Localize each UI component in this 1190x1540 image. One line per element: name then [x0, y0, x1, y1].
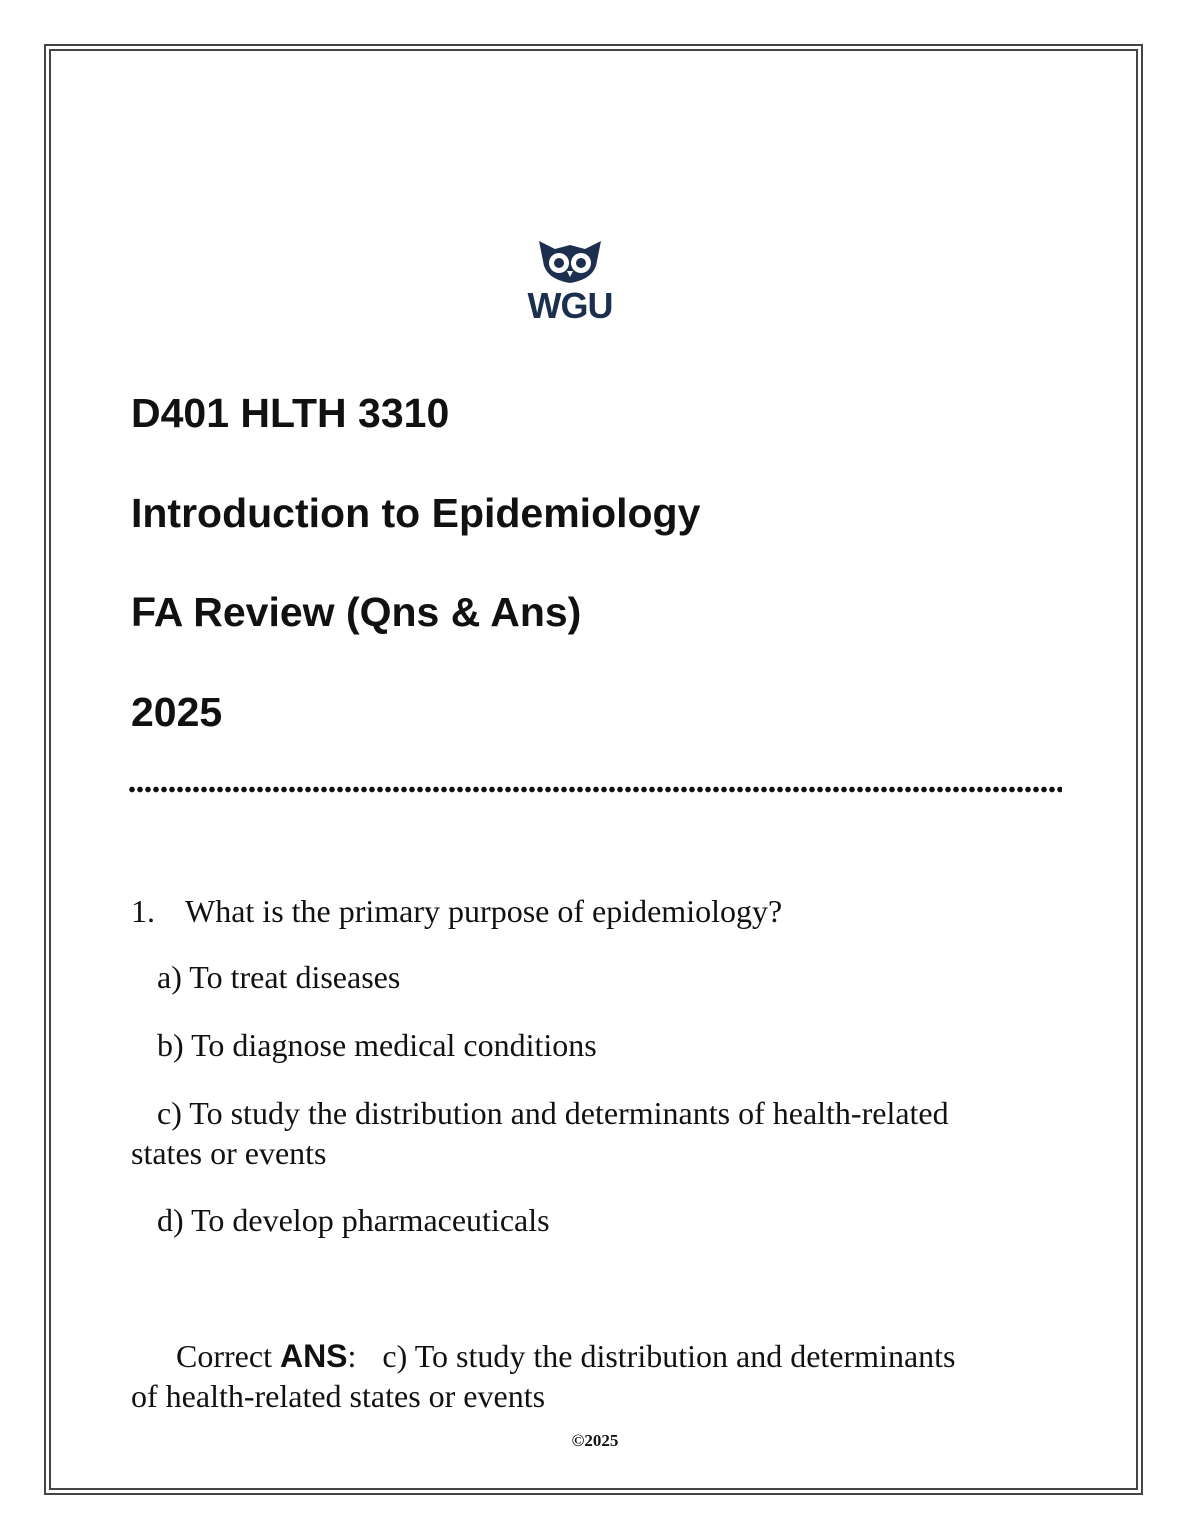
option-d: d) To develop pharmaceuticals [157, 1202, 550, 1238]
owl-logo-icon [517, 233, 623, 289]
answer-key-label: ANS [279, 1338, 348, 1374]
course-name: Introduction to Epidemiology [131, 490, 701, 536]
option-a: a) To treat diseases [157, 959, 401, 995]
dotted-divider [128, 786, 1062, 793]
option-b: b) To diagnose medical conditions [157, 1027, 597, 1063]
question-1 [131, 891, 782, 932]
course-code: D401 HLTH 3310 [131, 390, 450, 436]
answer-colon: : [347, 1338, 357, 1374]
wgu-logo [517, 233, 627, 333]
document-subtitle: FA Review (Qns & Ans) [131, 589, 582, 635]
option-c: c) To study the distribution and determinants of health-related [157, 1095, 949, 1131]
answer-prefix: Correct [176, 1338, 272, 1374]
correct-answer-continued: of health-related states or events [131, 1378, 546, 1414]
question-text: What is the primary purpose of epidemiology? [185, 893, 783, 929]
answer-text: c) To study the distribution and determinants [382, 1338, 956, 1374]
document-year: 2025 [131, 689, 223, 735]
question-number: 1. [131, 893, 155, 929]
option-c-continued: states or events [131, 1135, 327, 1171]
correct-answer [176, 1336, 955, 1377]
footer-copyright: ©2025 [571, 1431, 619, 1450]
logo-wordmark: WGU [527, 285, 613, 326]
